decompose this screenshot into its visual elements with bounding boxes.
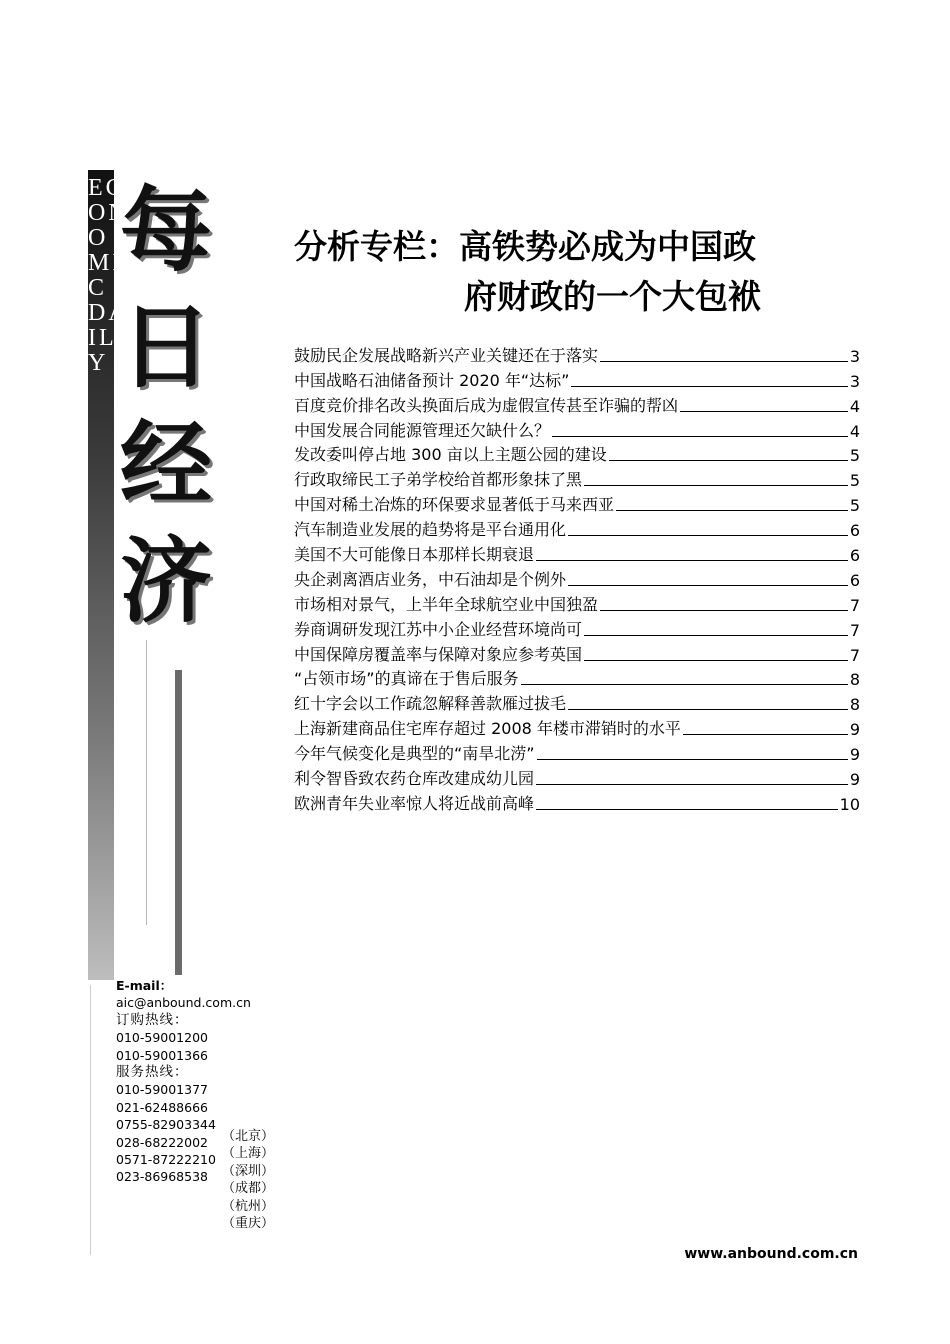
toc-entry[interactable] [294,540,860,565]
toc-entry[interactable] [294,416,860,441]
masthead-char: 日 [119,293,212,401]
toc-entry-page: 6 [849,521,860,541]
service-hotline-label: 服务热线： [116,1064,189,1081]
city-list [222,1128,292,1232]
city-label: （成都） [222,1181,275,1197]
toc-entry-page: 3 [849,346,860,366]
toc-entry-title: 汽车制造业发展的趋势将是平台通用化 [294,520,567,540]
side-letter: Y [88,350,109,376]
website-link[interactable]: www.anbound.com.cn [684,1246,858,1262]
toc-leader-line [683,734,848,735]
divider-line [90,985,91,1255]
toc-entry-title: 中国战略石油储备预计 2020 年“达标” [294,370,570,390]
toc-leader-line [552,436,848,437]
service-phone: 010-59001377 [116,1082,208,1098]
city-label: （上海） [222,1146,275,1162]
toc-leader-line [571,386,847,387]
toc-entry-title: 红十字会以工作疏忽解释善款雁过拔毛 [294,694,567,714]
toc-entry-page: 7 [849,620,860,640]
toc-leader-line [609,460,848,461]
masthead-char: 每 [119,176,212,284]
headline [294,222,854,322]
order-phone: 010-59001200 [116,1030,208,1046]
toc-leader-line [521,684,848,685]
toc-entry-title: 央企剥离酒店业务，中石油却是个例外 [294,569,567,589]
order-phone: 010-59001366 [116,1047,208,1063]
order-hotline-label: 订购热线： [116,1011,189,1028]
table-of-contents [294,341,860,814]
toc-entry-page: 9 [849,745,860,765]
side-letter: IL [88,325,117,351]
side-letter: MI [88,250,124,276]
toc-leader-line [584,485,848,486]
side-letter: C [88,275,108,301]
masthead-char: 济 [119,527,212,635]
toc-entry[interactable] [294,615,860,640]
toc-entry-title: 鼓励民企发展战略新兴产业关键还在于落实 [294,345,599,365]
toc-entry-page: 4 [849,396,860,416]
toc-leader-line [536,809,838,810]
service-phone: 021-62488666 [116,1099,208,1115]
toc-entry-page: 8 [849,670,860,690]
toc-entry[interactable] [294,465,860,490]
toc-entry[interactable] [294,739,860,764]
side-letter: EC [88,175,125,201]
toc-entry-title: 上海新建商品住宅库存超过 2008 年楼市滞销时的水平 [294,719,681,739]
toc-entry-page: 7 [849,595,860,615]
toc-leader-line [536,784,848,785]
toc-entry[interactable] [294,366,860,391]
toc-entry[interactable] [294,515,860,540]
toc-entry-title: 中国保障房覆盖率与保障对象应参考英国 [294,644,583,664]
toc-entry[interactable] [294,391,860,416]
toc-entry-page: 10 [839,794,860,814]
toc-entry-page: 9 [849,720,860,740]
toc-entry-title: 中国发展合同能源管理还欠缺什么？ [294,420,551,440]
toc-entry-title: 券商调研发现江苏中小企业经营环境尚可 [294,619,583,639]
service-phone: 023-86968538 [116,1169,208,1185]
toc-entry-title: 市场相对景气，上半年全球航空业中国独盈 [294,594,599,614]
email-address[interactable]: aic@anbound.com.cn [116,995,251,1011]
toc-entry-page: 8 [849,695,860,715]
toc-entry[interactable] [294,590,860,615]
toc-entry[interactable] [294,665,860,690]
city-label: （重庆） [222,1216,275,1232]
toc-leader-line [537,759,848,760]
toc-leader-line [680,411,848,412]
headline-line-1: 分析专栏：高铁势必成为中国政 [294,227,756,266]
toc-entry[interactable] [294,490,860,515]
toc-entry-title: 行政取缔民工子弟学校给首都形象抹了黑 [294,470,583,490]
city-label: （北京） [222,1129,275,1144]
toc-entry-page: 5 [849,446,860,466]
side-letter: O [88,225,109,251]
side-letter: ON [88,200,129,226]
toc-leader-line [600,361,848,362]
toc-entry[interactable] [294,714,860,739]
headline-line-2: 府财政的一个大包袱 [464,277,761,316]
toc-entry-page: 7 [849,645,860,665]
toc-entry-page: 9 [849,770,860,790]
city-label: （深圳） [222,1163,275,1179]
toc-entry[interactable] [294,441,860,466]
accent-bar [175,670,182,975]
toc-entry-page: 4 [849,421,860,441]
toc-entry-title: 百度竞价排名改头换面后成为虚假宣传甚至诈骗的帮凶 [294,395,679,415]
toc-entry-page: 5 [849,496,860,516]
toc-entry-title: 欧洲青年失业率惊人将近战前高峰 [294,793,535,813]
toc-leader-line [584,660,848,661]
service-phone: 0571-87222210 [116,1152,216,1168]
toc-entry-page: 3 [849,371,860,391]
toc-entry-title: 美国不大可能像日本那样长期衰退 [294,545,535,565]
toc-entry-title: 利令智昏致农药仓库改建成幼儿园 [294,769,535,789]
toc-leader-line [568,585,848,586]
toc-entry[interactable] [294,640,860,665]
toc-entry-page: 6 [849,546,860,566]
toc-leader-line [600,610,848,611]
toc-entry[interactable] [294,689,860,714]
toc-entry-title: 发改委叫停占地 300 亩以上主题公园的建设 [294,445,607,465]
toc-entry[interactable] [294,565,860,590]
toc-entry[interactable] [294,789,860,814]
toc-entry[interactable] [294,764,860,789]
toc-leader-line [536,560,848,561]
masthead-title [116,172,216,640]
divider-line [146,640,147,925]
toc-leader-line [568,709,848,710]
service-phone: 0755-82903344 [116,1117,216,1133]
city-label: （杭州） [222,1198,275,1214]
toc-entry-title: 中国对稀土冶炼的环保要求显著低于马来西亚 [294,495,615,515]
toc-leader-line [616,510,848,511]
side-letter: DA [88,300,129,326]
toc-leader-line [584,635,848,636]
toc-entry-page: 5 [849,471,860,491]
masthead-char: 经 [119,410,212,518]
toc-entry-title: “占领市场”的真谛在于售后服务 [294,669,519,689]
toc-leader-line [568,535,848,536]
toc-entry[interactable] [294,341,860,366]
toc-entry-page: 6 [849,570,860,590]
email-label: E-mail： [116,978,173,993]
service-phone: 028-68222002 [116,1134,208,1150]
toc-entry-title: 今年气候变化是典型的“南旱北涝” [294,744,535,764]
